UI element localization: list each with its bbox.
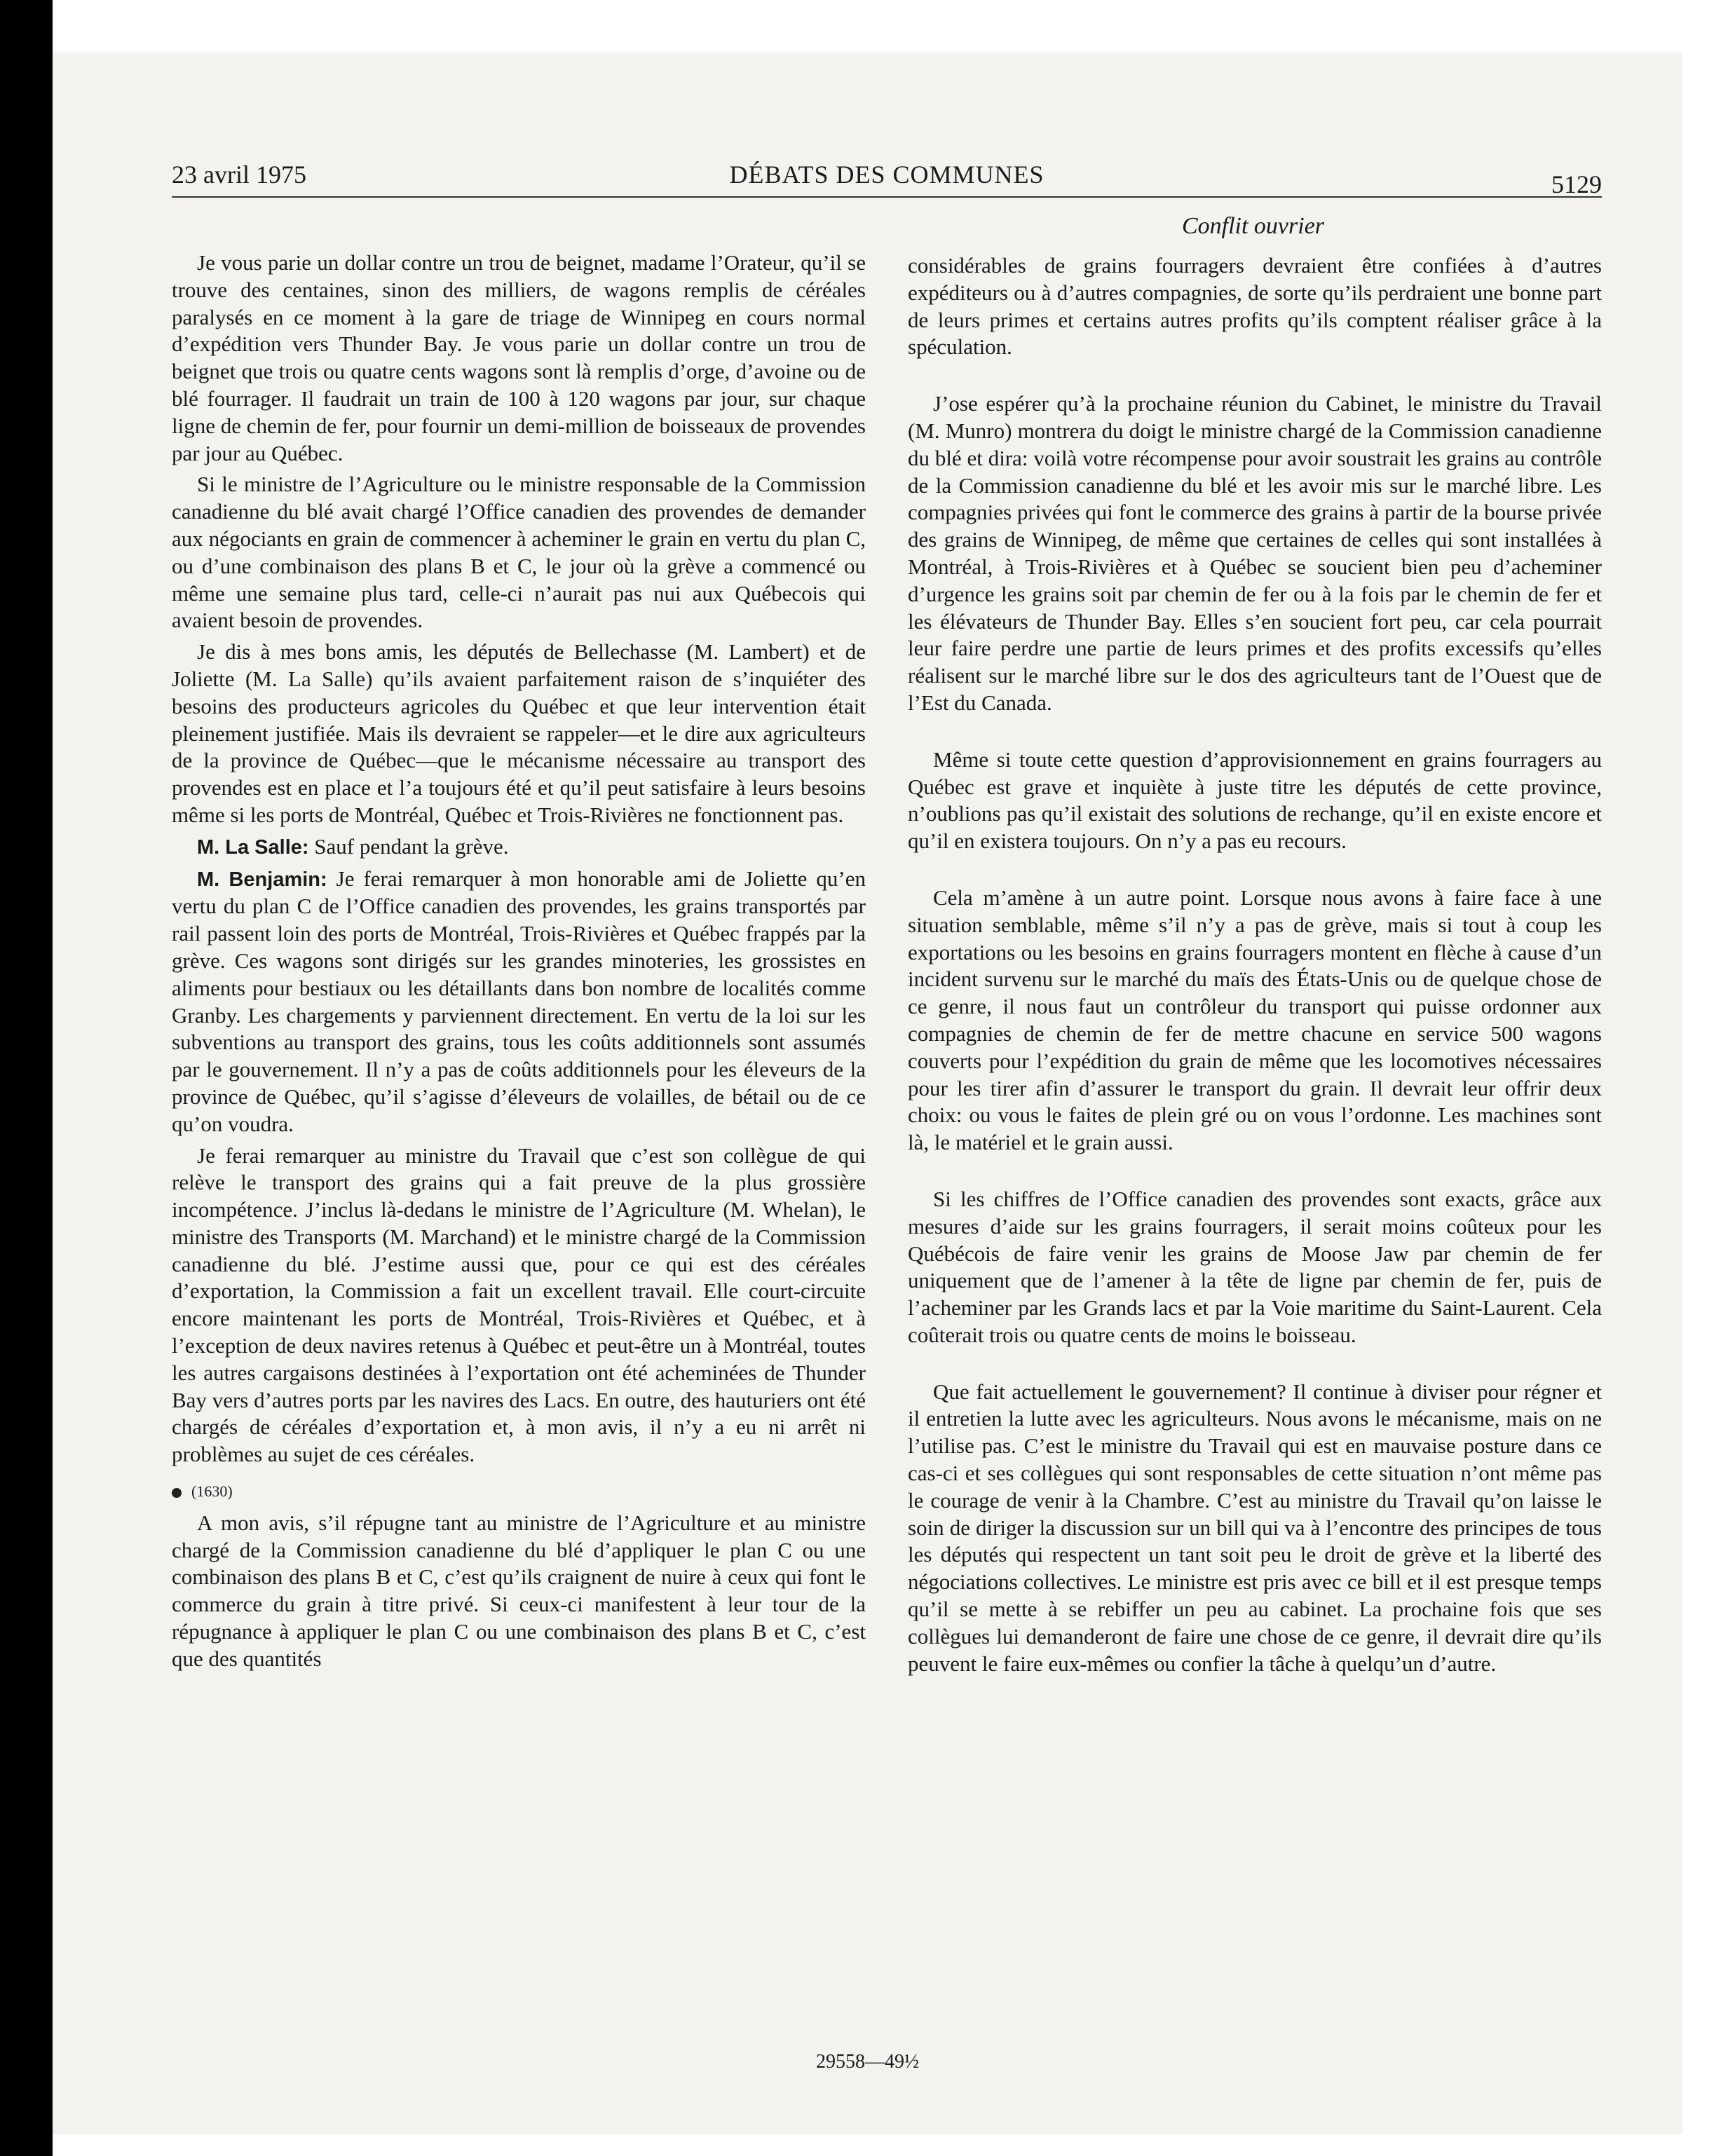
paragraph-text: considérables de grains fourragers devraient être confiées à d’autres expéditeurs ou à d’autres compagnies, de sorte qu’ils perdraient une bonne part de leurs primes et certains autres profits qu’ils comptent réaliser grâce à la spéculation. [908,253,1602,360]
paragraph-text: Je dis à mes bons amis, les députés de Bellechasse (M. Lambert) et de Joliette (M. La Salle) qu’ils avaient parfaitement raison de s’inquiéter des besoins des producteurs agricoles du Québec et que leur intervention était pleinement justifiée. Mais ils devraient se rappeler—et le dire aux agriculteurs de la province de Québec—que le mécanisme nécessaire au transport des provendes est en place et l’a toujours été et qu’il peut satisfaire à leurs besoins même si les ports de Montréal, Québec et Trois-Rivières ne fonctionnent pas. [172,639,866,827]
page-number: 5129 [1551,170,1602,198]
paragraph [908,252,1602,361]
paragraph-text: A mon avis, s’il répugne tant au ministre de l’Agriculture et au ministre chargé de la Commission canadienne du blé d’appliquer le plan C ou une combinaison des plans B et C, c’est qu’ils craignent de nuire à ceux qui font le commerce du grain à titre privé. Si ceux-ci manifestent à leur tour de la répugnance à appliquer le plan C ou une combinaison des plans B et C, c’est que des quantités [172,1510,866,1671]
paragraph [172,639,866,829]
publication-title: DÉBATS DES COMMUNES [729,161,1045,189]
left-column [172,250,866,1673]
paragraph [172,471,866,634]
paragraph [908,1186,1602,1349]
paragraph [172,1142,866,1469]
right-column [908,252,1602,1677]
paragraph-text: J’ose espérer qu’à la prochaine réunion du Cabinet, le ministre du Travail (M. Munro) montrera du doigt le ministre chargé de la Commission canadienne du blé et dira: voilà votre récompense pour avoir soustrait les grains au contrôle de la Commission canadienne du blé et les avoir mis sur le marché libre. Les compagnies privées qui font le commerce des grains à partir de la bourse privée des grains de Winnipeg, de même que certaines de celles qui sont installées à Montréal, à Trois-Rivières et à Québec se soucient bien peu d’acheminer d’urgence les grains soit par chemin de fer ou à la fois par le chemin de fer et les élévateurs de Thunder Bay. Elles s’en soucient fort peu, car cela pourrait leur faire perdre une partie de leurs primes et des profits excessifs qu’elles réalisent sur le marché libre sur le dos des agriculteurs tant de l’Ouest que de l’Est du Canada. [908,391,1602,715]
speech-paragraph [172,866,866,1138]
paragraph-text: Cela m’amène à un autre point. Lorsque nous avons à faire face à une situation semblable, même s’il n’y a pas de grève, mais si tout à coup les exportations ou les besoins en grains fourragers montent en flèche à cause d’un incident survenu sur le marché du maïs des États-Unis ou de quelque chose de ce genre, il nous faut un contrôleur du transport qui puisse ordonner aux compagnies de chemin de fer de mettre chacune en service 500 wagons couverts pour l’expédition du grain de même que les locomotives nécessaires pour les tirer afin d’assurer le transport du grain. Il devrait leur offrir deux choix: ou vous le faites de plein gré ou on vous l’ordonne. Les machines sont là, le matériel et le grain aussi. [908,885,1602,1155]
running-head: Conflit ouvrier [1181,213,1325,239]
header-date: 23 avril 1975 [172,161,306,189]
time-marker [172,1478,866,1506]
paragraph-text: Que fait actuellement le gouvernement? Il continue à diviser pour régner et il entretien la lutte avec les agriculteurs. Nous avons le mécanisme, mais on ne l’utilise pas. C’est le ministre du Travail qui est en mauvaise posture dans ce cas-ci et ses collègues qui sont responsables de cette situation n’ont même pas le courage de venir à la Chambre. C’est au ministre du Travail qu’on laisse le soin de diriger la discussion sur un bill qui va à l’encontre des principes de tous les députés qui respectent un tant soit peu le droit de grève et la liberté des négociations collectives. Le ministre est pris avec ce bill et il est presque temps qu’il se mette à se rebiffer un peu au cabinet. La prochaine fois que ses collègues lui demanderont de faire une chose de ce genre, il devrait dire qu’ils peuvent le faire eux-mêmes ou confier la tâche à quelqu’un d’autre. [908,1379,1602,1676]
paragraph [908,390,1602,717]
paragraph [908,885,1602,1157]
paragraph-text: Je vous parie un dollar contre un trou de beignet, madame l’Orateur, qu’il se trouve des centaines, sinon des milliers, de wagons remplis de céréales paralysés en ce moment à la gare de triage de Winnipeg en cours normal d’expédition vers Thunder Bay. Je vous parie un dollar contre un trou de beignet que trois ou quatre cents wagons sont là remplis d’orge, d’avoine ou de blé fourrager. Il faudrait un train de 100 à 120 wagons par jour, sur chaque ligne de chemin de fer, pour fournir un demi-million de boisseaux de provendes par jour au Québec. [172,250,866,465]
paragraph-text: Je ferai remarquer à mon honorable ami de Joliette qu’en vertu du plan C de l’Office canadien des provendes, les grains transportés par rail passent loin des ports de Montréal, Trois-Rivières et Québec frappés par la grève. Ces wagons sont dirigés sur les grandes minoteries, les grossistes en aliments pour bestiaux ou les détaillants dans bon nombre de localités comme Granby. Les chargements y parviennent directement. En vertu de la loi sur les subventions au transport des grains, tous les coûts additionnels sont assumés par le gouvernement. Il n’y a pas de coûts additionnels pour les éleveurs de la province de Québec, qu’il s’agisse d’éleveurs de volailles, de bétail ou de ce qu’on voudra. [172,866,866,1136]
paragraph-text: Si le ministre de l’Agriculture ou le ministre responsable de la Commission canadienne du blé avait chargé l’Office canadien des provendes de demander aux négociants en grain de commencer à acheminer le grain en vertu du plan C, ou d’une combinaison des plans B et C, le jour où la grève a commencé ou même une semaine plus tard, celle-ci n’aurait pas nui aux Québecois qui avaient besoin de provendes. [172,472,866,633]
paragraph [908,746,1602,855]
paragraph [172,1510,866,1673]
speaker-name: M. La Salle: [197,835,309,859]
page-footer: 29558—49½ [816,2051,919,2073]
paragraph [908,1379,1602,1678]
page-header [172,154,1602,198]
paragraph [172,250,866,467]
scan-edge [0,0,53,2156]
speech-paragraph [172,833,866,861]
time-marker-text: (1630) [191,1482,233,1501]
paragraph-text: Si les chiffres de l’Office canadien des provendes sont exacts, grâce aux mesures d’aide sur les grains fourragers, il serait moins coûteux pour les Québécois de faire venir les grains de Moose Jaw par chemin de fer uniquement que de l’amener à la tête de ligne par chemin de fer, puis de l’acheminer par les Grands lacs et par la Voie maritime du Saint-Laurent. Cela coûterait trois ou quatre cents de moins le boisseau. [908,1186,1602,1347]
speaker-name: M. Benjamin: [197,868,327,891]
paragraph-text: Je ferai remarquer au ministre du Travail que c’est son collègue de qui relève le transport des grains qui a fait preuve de la plus grossière incompétence. J’inclus là-dedans le ministre de l’Agriculture (M. Whelan), le ministre des Transports (M. Marchand) et le ministre chargé de la Commission canadienne du blé. J’estime aussi que, pour ce qui est des céréales d’exportation, la Commission a fait un excellent travail. Elle court-circuite encore maintenant les ports de Montréal, Trois-Rivières et Québec, et à l’exception de deux navires retenus à Québec et peut-être un à Montréal, toutes les autres cargaisons destinées à l’exportation ont été acheminées de Thunder Bay vers d’autres ports par les navires des Lacs. En outre, des hauturiers ont été chargés de céréales d’exportation et, à mon avis, il n’y a eu ni arrêt ni problèmes au sujet de ces céréales. [172,1142,866,1467]
paragraph-text: Même si toute cette question d’approvisionnement en grains fourragers au Québec est grave et inquiète à juste titre les députés de cette province, n’oublions pas qu’il existait des solutions de rechange, qu’il en existe encore et qu’il en existera toujours. On n’y a pas eu recours. [908,746,1602,854]
bullet-icon [172,1488,182,1498]
paragraph-text: Sauf pendant la grève. [308,833,509,859]
